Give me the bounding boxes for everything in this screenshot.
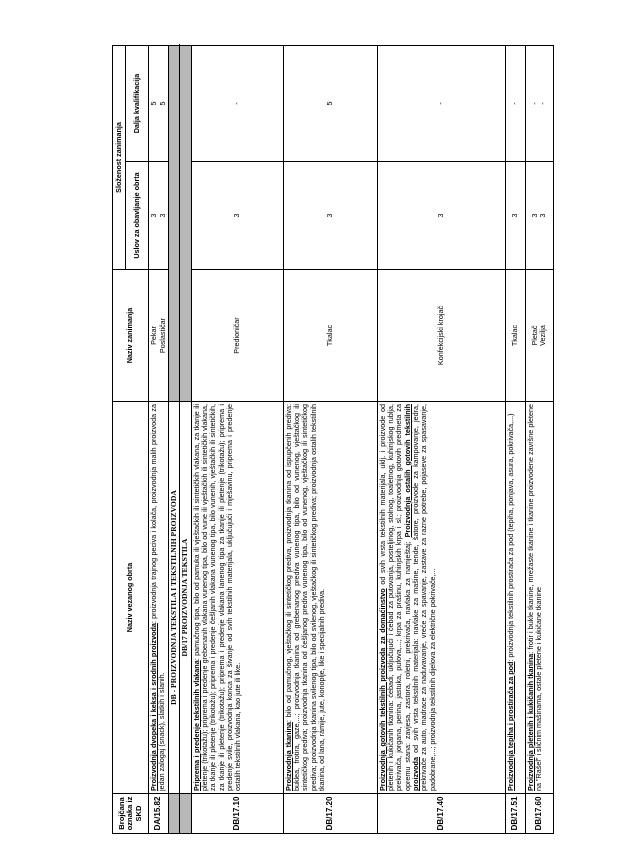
- table-row: [525, 45, 553, 833]
- row-text: od svih vrsta tekstilnih materijala, uklj. i proizvode od pletenih i kukičanih tkanina: ćebadi, uključujući i ćebad za putovanja, posteljinog, stolnog, toaletnog, kuhinjskog rublja, prekrivača, jorgana, perina, jastuka, pufova,...; krpa za prašinu, kuhinjskih krpa i sl.; proizvodnja gotovih predmeta za opremu stana: zavjesa, zastora, roletni, prekrivača, navlaka za namještaj;: [377, 404, 412, 791]
- row-code: DB/17.40: [377, 794, 505, 834]
- occupation: Predioničar: [232, 317, 242, 354]
- header-complexity: Složenost zanimanja: [113, 45, 126, 269]
- header-row-top: [113, 45, 126, 833]
- further-value: -: [436, 102, 446, 105]
- row-text-2: od svih vrsta tekstilnih materijala: navlake za mašine, tende, šatore, proizvode za kampovanje, jedra, prekrivače za auto, madrace za naduvavanje, vreće za spavanje, zastave za razne potrebe, pojaseve za spasavanje, padobrane,...; proizvodnja tekstilnih dijelova za električne pokrivače,...: [411, 404, 437, 791]
- row-text: : pamučnog tipa, bilo od pamuka ili vještačkih ili sintetičkih vlakana, za tkanje ili pletenje (trikotažu); priprema i predenje grebenanih vlakana vunenog tipa, bilo od vune ili vještačkih ili sintetičkih vlakana, za tkanje ili pletenje (trikotažu); priprema i predenje češljanih vlakana vunenog tipa, bilo vunenih, vještačkih ili sintetičkih, za tkanje ili pletenje (trikotažu); priprema i predenje vlakana lanenog tipa za tkanje ili pletenje (trikotažu); priprema i predenje svile, proizvodnja konca za šivanje od svih tekstilnih materijala, uključujući i mješavinu, priprema i predenje ostalih tekstilnih vlakana, kao jute ili like.: [191, 403, 243, 791]
- occupation: Vezilja: [538, 325, 548, 346]
- row-occupations: [377, 270, 505, 402]
- row-further: [525, 45, 553, 161]
- section-row: [180, 45, 191, 833]
- row-further: [191, 45, 283, 161]
- row-description: [191, 402, 283, 794]
- row-description: [505, 402, 525, 794]
- row-occupations: [191, 270, 283, 402]
- further-value: -: [538, 102, 548, 105]
- row-condition: [525, 162, 553, 270]
- occupation: Poslastičar: [157, 317, 167, 354]
- section-title: DB - PROIZVODNJA TEKSTILA I TEKSTILNIH PROIZVODA: [169, 402, 180, 794]
- table-row: [505, 45, 525, 833]
- row-title: Priprema i predenje tekstilnih vlakana: [191, 660, 201, 791]
- condition-value: 3: [530, 213, 540, 218]
- row-title-2: Proizvodnja ostalih gotovih tekstilnih proizvoda: [402, 403, 420, 791]
- grey-cell: [180, 45, 191, 401]
- occupation: Konfekcijski krojač: [436, 305, 446, 366]
- row-occupations: [505, 270, 525, 402]
- row-title: Proizvodnja tkanina: [283, 722, 293, 791]
- condition-value: 3: [510, 213, 520, 218]
- row-title: Proizvodnja gotovih tekstilnih proizvoda za domaćinstvo: [377, 588, 387, 791]
- grey-cell: [169, 794, 180, 834]
- row-description: [283, 402, 377, 794]
- further-value: -: [232, 102, 242, 105]
- table-row: [191, 45, 283, 833]
- row-code: DA/15.82: [149, 794, 169, 834]
- row-code: DB/17.51: [505, 794, 525, 834]
- further-value: 5: [325, 101, 335, 106]
- row-description: [149, 402, 169, 794]
- row-condition: [505, 162, 525, 270]
- row-further: [149, 45, 169, 161]
- grey-cell: [169, 45, 180, 401]
- table-row: [283, 45, 377, 833]
- row-code: DB/17.60: [525, 794, 553, 834]
- further-value: 5: [157, 101, 167, 106]
- row-title: Proizvodnja pletenih i kukičanih tkanina: [525, 653, 535, 791]
- further-value: 5: [149, 101, 159, 106]
- row-code: DB/17.10: [191, 794, 283, 834]
- row-description: [525, 402, 553, 794]
- row-text: : bilo od pamučnog, vještačkog ili sintetičkog prediva, proizvodnja tkanina od ispupčenih prediva: buklea, frotira, gaze,...; proizvodnja tkanina od grebenanog prediva vunenog tipa, bilo od vunenog, vještačkog ili sintetičkog prediva; proizvodnja tkanina od češljanog prediva vunenog tipa, bilo od vunenog, vještačkog ili sintetičkog prediva; proizvodnja tkanina svilenog tipa, bilo od svilenog, vještačkog ili sintetičkog prediva; proizvodnja ostalih tekstilnih tkanina, od lana, rámije, jute, konoplje, like i specijalnih prediva.: [283, 404, 326, 791]
- header-code: Brojčana oznaka iz SKD: [113, 794, 149, 834]
- occupation: Tkalac: [510, 324, 520, 347]
- row-condition: [149, 162, 169, 270]
- header-trade: Naziv vezanog obrta: [113, 402, 149, 794]
- row-further: [283, 45, 377, 161]
- row-condition: [283, 162, 377, 270]
- occupation: Pletač: [530, 325, 540, 346]
- condition-value: 3: [157, 213, 167, 218]
- condition-value: 3: [436, 213, 446, 218]
- section-row: [169, 45, 180, 833]
- grey-cell: [180, 794, 191, 834]
- row-condition: [191, 162, 283, 270]
- condition-value: 3: [232, 213, 242, 218]
- occupation: Tkalac: [325, 324, 335, 347]
- row-condition: [377, 162, 505, 270]
- row-text: : proizvodnja trajnog peciva i kolača, proizvodnja malih proizvoda za jedan zalogaj (snack), slatkih i slanih.: [149, 404, 167, 791]
- further-value: -: [530, 102, 540, 105]
- header-occupation: Naziv zanimanja: [113, 270, 149, 402]
- row-occupations: [525, 270, 553, 402]
- row-text: : frotir i bukle tkanine, mrežaste tkanine i tkanine proizvodene završne pletene na "Rašel" i sličnim mašinama, ostale pletene i kukičane tkanine: [525, 404, 544, 791]
- header-condition: Uslov za obavljanje obrta: [126, 162, 149, 270]
- row-further: [505, 45, 525, 161]
- row-description: [377, 402, 505, 794]
- row-occupations: [283, 270, 377, 402]
- row-title: Proizvodnja tepiha i prostirača za pod: [505, 661, 515, 791]
- row-code: DB/17.20: [283, 794, 377, 834]
- condition-value: 3: [149, 213, 159, 218]
- condition-value: 3: [538, 213, 548, 218]
- row-text: : proizvodnja tekstilnih prostirača za pod (tepiha, ponjava, asura, pokrivača,...): [505, 413, 515, 662]
- table-row: [149, 45, 169, 833]
- occupation: Pekar: [149, 326, 159, 345]
- row-occupations: [149, 270, 169, 402]
- row-further: [377, 45, 505, 161]
- qualifications-table: [112, 45, 554, 834]
- row-title: Proizvodnja dvopeka i keksa i srodnih proizvoda: [149, 623, 158, 791]
- condition-value: 3: [325, 213, 335, 218]
- further-value: -: [510, 102, 520, 105]
- header-further: Dalja kvalifikacija: [126, 45, 149, 161]
- rotated-table-page: [112, 46, 548, 834]
- section-title: DB/17 PROIZVODNJA TEKSTILA: [180, 402, 191, 794]
- table-row: [377, 45, 505, 833]
